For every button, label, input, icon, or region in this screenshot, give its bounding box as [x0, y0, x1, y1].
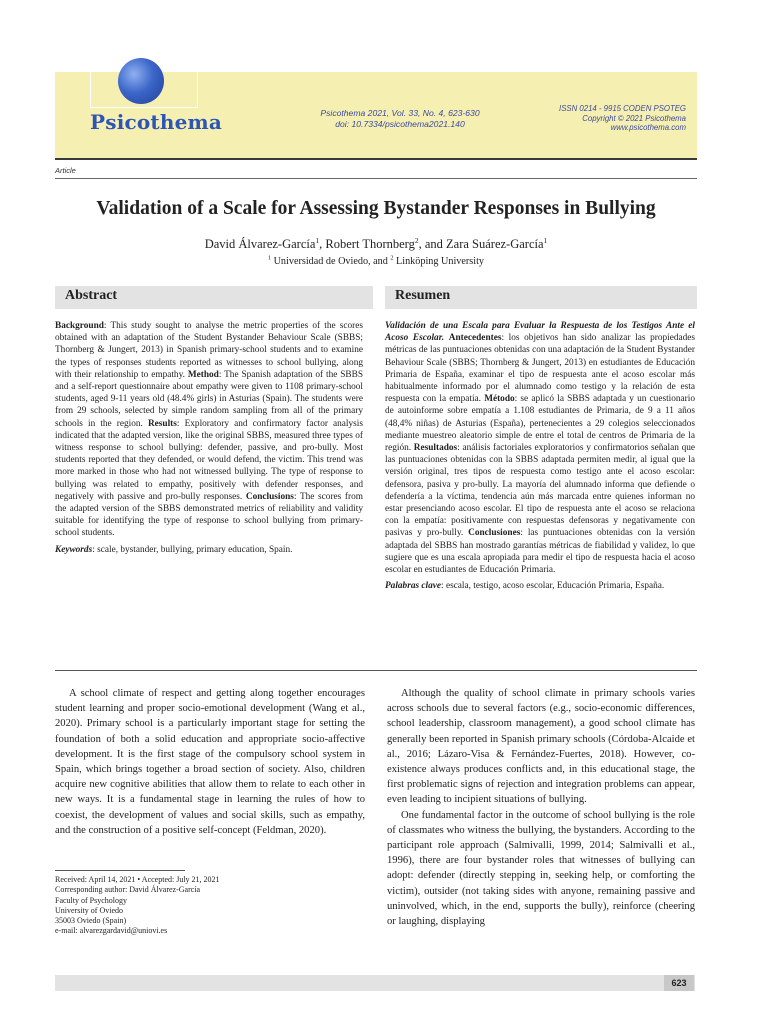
resumen-paragraph — [385, 320, 695, 576]
resumen-column — [385, 320, 695, 596]
author-name: David Álvarez-García — [204, 237, 316, 251]
abstract-heading: Abstract — [55, 286, 373, 309]
conclusiones-label: Conclusiones — [468, 528, 521, 539]
author-list — [55, 237, 697, 252]
method-label: Method — [187, 369, 219, 380]
logo-sphere-icon — [118, 58, 164, 104]
author-affil-mark: 1 — [543, 235, 548, 245]
copyright-line: Copyright © 2021 Psicothema — [582, 113, 686, 123]
website-link[interactable]: www.psicothema.com — [610, 123, 686, 132]
affil-mark: 2 — [390, 255, 394, 262]
footnote-block — [55, 875, 355, 937]
resumen-title: Validación de una Escala para Evaluar la Respuesta de los Testigos Ante el Acoso Escolar. — [385, 321, 695, 344]
abstract-paragraph — [55, 320, 363, 540]
keywords-text: : scale, bystander, bullying, primary education, Spain. — [92, 544, 293, 555]
conclusiones-text: : las puntuaciones obtenidas con la versión adaptada del SBBS han mostrado garantías métricas de fiabilidad y validez, lo que sugiere que es una escala apropiada para medir el tipo de respuesta hacia el acoso escolar en estudiantes de Educación Primaria. — [385, 528, 696, 576]
conclusions-text: : The scores from the adapted version of the SBBS demonstrated metrics of reliability and validity suitable for identifying the type of response to school bullying from primary-school students. — [55, 491, 363, 539]
body-right-column — [387, 686, 695, 929]
body-paragraph: A school climate of respect and getting along together encourages student learning and proper socio-emotional development (Wang et al., 2020). Primary school is a particularly important stage for setting the foundation of both a solid education and appropriate socio-affective development. It is the first stage of the compulsory school system in Spain, which brings together a broad section of society. Also, children acquire new cognitive abilities that allow them to relate to each other in new ways. It is a fundamental stage in learning the rules of how to coexist, the development of values and social skills, such as empathy, and the construction of a positive self-concept (Feldman, 2020). — [55, 688, 365, 836]
article-type-label: Article — [55, 166, 76, 175]
university: University of Oviedo — [55, 905, 123, 915]
issn-line: ISSN 0214 - 9915 CODEN PSOTEG — [559, 104, 686, 113]
page-number: 623 — [664, 975, 694, 991]
results-label: Results — [147, 418, 177, 429]
author-name: , Robert Thornberg — [319, 237, 415, 251]
background-label: Background — [55, 321, 104, 331]
body-paragraph: One fundamental factor in the outcome of school bullying is the role of classmates who witness the bullying, the bystanders. According to the participant role approach (Salmivalli, 1999, 2014; Salmivalli et al., 1996), there are four bystander roles that witnesses of bullying can adopt: defender (directly stepping in, seeking help, or comforting the victim), outsider (not taking sides with anyone, remaining passive and uninvolved, which, in the end, supports the bully), reinforce (cheering or laughing, displaying — [387, 809, 695, 928]
corresponding-author: Corresponding author: David Álvarez-García — [55, 885, 201, 895]
paper-title: Validation of a Scale for Assessing Bystander Responses in Bullying — [96, 198, 656, 219]
faculty: Faculty of Psychology — [55, 895, 127, 905]
resumen-heading: Resumen — [385, 286, 697, 309]
body-paragraph: Although the quality of school climate in primary schools varies across schools due to several factors (e.g., socio-economic differences, school leadership, classroom management), a good school climate has generally been reported in Spanish primary schools (Córdoba-Alcaide et al., 2016; Lázaro-Visa & Fernández-Fuertes, 2018). However, co-existence always produces conflicts and, in this educational stage, the first problematic signs of rejection and integration problems can appear, even leading to incipient situations of bullying. — [387, 688, 695, 806]
results-text: : Exploratory and confirmatory factor analysis indicated that the adapted version, like the original SBBS, measured three types of witness response to school bullying: defender, passive, and pro-bully. Most students reported that they defended, or would defend, the victim. This trend was more marked in those who had not witnessed bullying. The type of response to bullying was related to empathy, positively with defender responses, and negatively with passive and pro-bully responses. — [55, 418, 363, 502]
journal-citation — [300, 108, 500, 130]
metodo-label: Método — [484, 394, 515, 405]
journal-copyright-block — [520, 104, 686, 133]
author-name: , and Zara Suárez-García — [418, 237, 544, 251]
journal-logo-text: Psicothema — [90, 110, 223, 134]
keywords-label: Keywords — [55, 544, 93, 555]
conclusions-label: Conclusions — [245, 491, 294, 502]
antecedentes-text: : los objetivos han sido analizar las propiedades métricas de las puntuaciones obtenidas con una adaptación de la Student Bystander Behaviour Scale (SBBS; Thornberg & Jungert, 2013) en estudiantes de Educación Primaria de España, examinar el tipo de respuesta ante el acoso escolar más habitualmente informado por el alumnado como testigo y la relación de esta respuesta con la empatía. — [385, 333, 696, 405]
affil-name: Universidad de Oviedo, and — [271, 256, 391, 267]
abstract-divider — [55, 670, 697, 671]
resultados-text: : análisis factoriales exploratorios y confirmatorios señalan que las puntuaciones obtenidas con la SBBS adaptada permiten medir, al igual que la versión original, tres tipos de respuesta como testigo ante el acoso escolar: defensora, pasiva y pro-bully. La mayoría del alumnado informa que defiende o defendería a la víctima, tendencia aún más marcada entre quienes informan no estar presenciando acoso escolar. El tipo de respuesta ante el acoso se relaciona con la empatía: positivamente con respuestas defensoras y negativamente con pasivas y pro-bully. — [385, 443, 695, 539]
affiliations — [55, 256, 697, 267]
author-affil-mark: 1 — [315, 235, 320, 245]
palabras-label: Palabras clave — [385, 581, 442, 592]
metodo-text: : se aplicó la SBBS adaptada y un cuestionario de autoinforme sobre empatía a 1.108 estudiantes de Primaria, de 9 a 11 años (48,4% niñas) de Asturias (España), pertenecientes a 29 colegios seleccionados mediante muestreo aleatorio simple de entre el total de centros de Primaria de la región. — [385, 394, 695, 454]
affil-name: Linköping University — [393, 256, 485, 267]
email-link[interactable]: e-mail: alvarezgardavid@uniovi.es — [55, 926, 168, 936]
page-footer-band — [55, 975, 695, 991]
city: 35003 Oviedo (Spain) — [55, 916, 127, 926]
palabras-text: : escala, testigo, acoso escolar, Educación Primaria, España. — [441, 581, 665, 592]
footnote-divider — [55, 870, 185, 871]
antecedentes-label: Antecedentes — [448, 333, 502, 344]
resultados-label: Resultados — [413, 443, 458, 454]
affil-mark: 1 — [267, 255, 272, 262]
abstract-column — [55, 320, 363, 560]
received-dates: Received: April 14, 2021 • Accepted: July 21, 2021 — [55, 875, 220, 884]
body-left-column — [55, 686, 365, 838]
background-text: : This study sought to analyse the metric properties of the scores obtained with an adaptation of the Student Bystander Behaviour Scale (SBBS; Thornberg & Jungert, 2013) in Spanish primary-school students and to examine the types of responses students reported as witnesses to school bullying, along with their relationship to empathy. — [55, 321, 363, 380]
method-text: : The Spanish adaptation of the SBBS and a self-report questionnaire about empathy were given to 1108 primary-school students, aged 9-11 years old (48.4% girls) in Asturias (Spain). The students were from 29 schools, selected by simple random sampling from all of the primary schools in the region. — [55, 369, 363, 429]
header-divider — [55, 178, 697, 179]
keywords — [55, 544, 363, 556]
citation-line: Psicothema 2021, Vol. 33, No. 4, 623-630 — [320, 108, 480, 118]
author-affil-mark: 2 — [414, 235, 419, 245]
palabras-clave — [385, 580, 695, 592]
doi-line[interactable]: doi: 10.7334/psicothema2021.140 — [335, 119, 465, 129]
